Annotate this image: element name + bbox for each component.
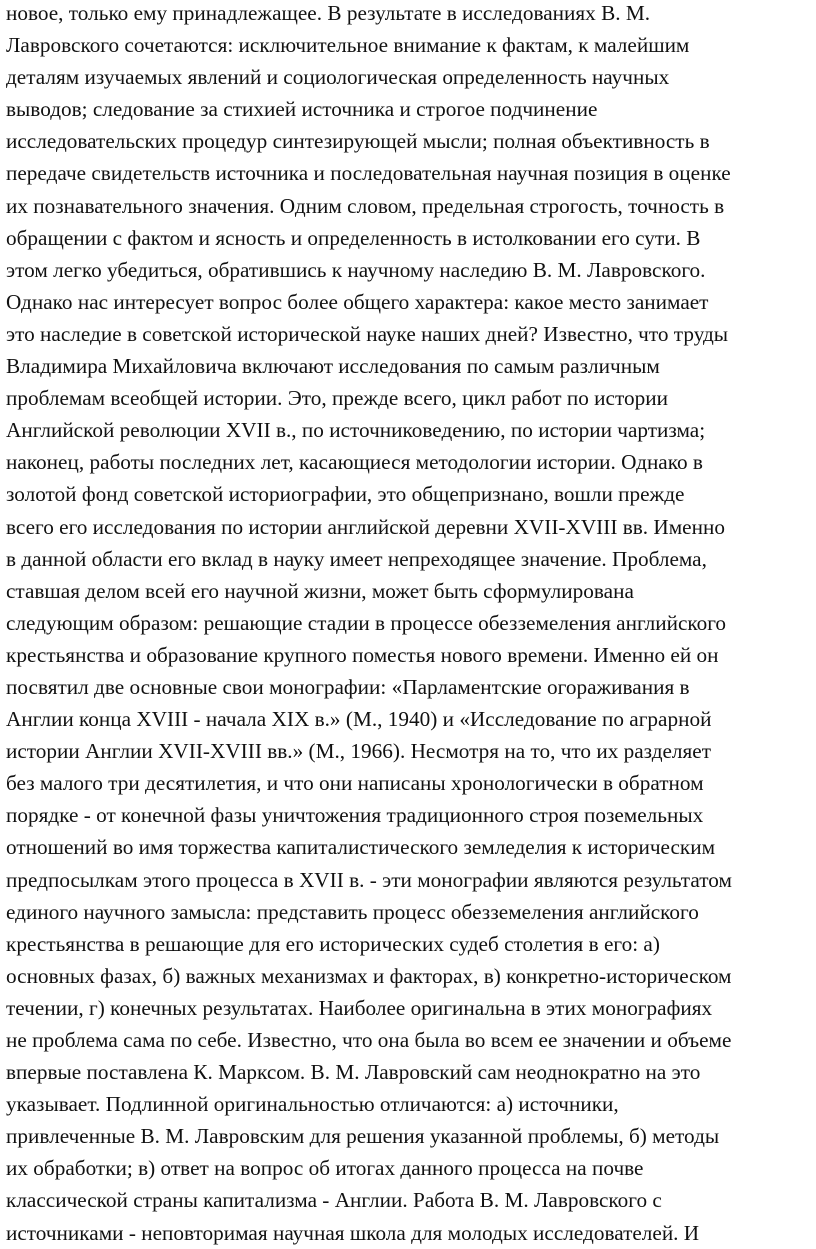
text-line: единого научного замысла: представить процесс обезземеления английского (6, 899, 699, 924)
text-line: золотой фонд советской историографии, это общепризнано, вошли прежде (6, 482, 685, 507)
text-line: предпосылкам этого процесса в XVII в. - эти монографии являются результатом (6, 867, 732, 892)
text-line: истории Англии XVII-XVIII вв.» (М., 1966). Несмотря на то, что их разделяет (6, 739, 712, 764)
text-line: классической страны капитализма - Англии. Работа В. М. Лавровского с (6, 1188, 662, 1213)
text-line: крестьянства в решающие для его исторических судеб столетия в его: а) (6, 931, 660, 956)
text-line: обращении с фактом и ясность и определенность в истолковании его сути. В (6, 225, 701, 250)
text-line: всего его исследования по истории английской деревни XVII-XVIII вв. Именно (6, 514, 725, 539)
text-line: Английской революции XVII в., по источниковедению, по истории чартизма; (6, 418, 706, 443)
text-line: посвятил две основные свои монографии: «Парламентские огораживания в (6, 674, 690, 699)
document-page (6, 0, 814, 1249)
text-line: Однако нас интересует вопрос более общего характера: какое место занимает (6, 289, 709, 314)
text-line: это наследие в советской исторической науке наших дней? Известно, что труды (6, 321, 729, 346)
text-line: проблемам всеобщей истории. Это, прежде всего, цикл работ по истории (6, 386, 668, 411)
text-line: Англии конца XVIII - начала XIX в.» (М., 1940) и «Исследование по аграрной (6, 707, 712, 732)
text-line: привлеченные В. М. Лавровским для решения указанной проблемы, б) методы (6, 1124, 720, 1149)
text-line: их обработки; в) ответ на вопрос об итогах данного процесса на почве (6, 1156, 644, 1181)
text-line: источниками - неповторимая научная школа для молодых исследователей. И (6, 1220, 700, 1245)
text-line: Лавровского сочетаются: исключительное внимание к фактам, к малейшим (6, 33, 690, 58)
text-line: крестьянства и образование крупного поместья нового времени. Именно ей он (6, 642, 719, 667)
text-line: их познавательного значения. Одним словом, предельная строгость, точность в (6, 193, 725, 218)
text-line: этом легко убедиться, обратившись к научному наследию В. М. Лавровского. (6, 257, 706, 282)
text-line: наконец, работы последних лет, касающиеся методологии истории. Однако в (6, 450, 703, 475)
text-line: указывает. Подлинной оригинальностью отличаются: а) источники, (6, 1092, 619, 1117)
text-line: передаче свидетельств источника и последовательная научная позиция в оценке (6, 161, 731, 186)
text-line: порядке - от конечной фазы уничтожения традиционного строя поземельных (6, 803, 704, 828)
text-line: не проблема сама по себе. Известно, что она была во всем ее значении и объеме (6, 1028, 732, 1052)
text-line: течении, г) конечных результатах. Наиболее оригинальна в этих монографиях (6, 995, 713, 1020)
text-line: основных фазах, б) важных механизмах и факторах, в) конкретно-историческом (6, 963, 732, 988)
text-line: Владимира Михайловича включают исследования по самым различным (6, 354, 660, 379)
text-line: в данной области его вклад в науку имеет непреходящее значение. Проблема, (6, 546, 707, 571)
text-line: ставшая делом всей его научной жизни, может быть сформулирована (6, 578, 634, 603)
text-line: без малого три десятилетия, и что они написаны хронологически в обратном (6, 771, 704, 796)
text-line: новое, только ему принадлежащее. В результате в исследованиях В. М. (6, 1, 651, 25)
text-line: выводов; следование за стихией источника и строгое подчинение (6, 97, 598, 122)
text-line: исследовательских процедур синтезирующей мысли; полная объективность в (6, 129, 710, 154)
text-line: впервые поставлена К. Марксом. В. М. Лавровский сам неоднократно на это (6, 1060, 701, 1085)
text-line: следующим образом: решающие стадии в процессе обезземеления английского (6, 610, 727, 635)
text-line: отношений во имя торжества капиталистического земледелия к историческим (6, 835, 716, 860)
text-line: деталям изучаемых явлений и социологическая определенность научных (6, 65, 670, 90)
